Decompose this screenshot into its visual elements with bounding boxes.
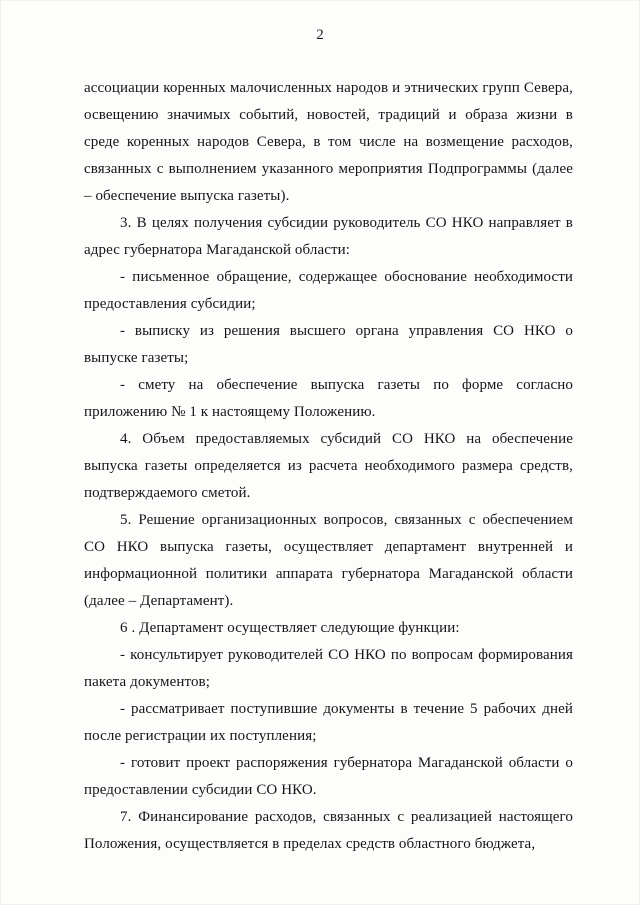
paragraph: - готовит проект распоряжения губернатора Магаданской области о предоставлении субсидии СО НКО. (84, 755, 573, 798)
paragraph: - рассматривает поступившие документы в течение 5 рабочих дней после регистрации их поступления; (84, 701, 573, 744)
paragraph: 6 . Департамент осуществляет следующие функции: (120, 620, 460, 636)
paragraph: 7. Финансирование расходов, связанных с реализацией настоящего Положения, осуществляется в пределах средств областного бюджета, (84, 809, 573, 852)
paragraph: 4. Объем предоставляемых субсидий СО НКО на обеспечение выпуска газеты определяется из расчета необходимого размера средств, подтверждаемого сметой. (84, 431, 573, 501)
paragraph: - выписку из решения высшего органа управления СО НКО о выпуске газеты; (84, 323, 573, 366)
paragraph: 5. Решение организационных вопросов, связанных с обеспечением СО НКО выпуска газеты, осуществляет департамент внутренней и информационной политики аппарата губернатора Магаданской области (далее – Департамент). (84, 512, 573, 609)
document-body (84, 75, 573, 858)
paragraph: - консультирует руководителей СО НКО по вопросам формирования пакета документов; (84, 647, 573, 690)
page-number: 2 (316, 27, 324, 43)
paragraph: - смету на обеспечение выпуска газеты по форме согласно приложению № 1 к настоящему Положению. (84, 377, 573, 420)
paragraph: ассоциации коренных малочисленных народов и этнических групп Севера, освещению значимых событий, новостей, традиций и образа жизни в среде коренных народов Севера, в том числе на возмещение расходов, связанных с выполнением указанного мероприятия Подпрограммы (далее – обеспечение выпуска газеты). (84, 80, 573, 204)
paragraph: - письменное обращение, содержащее обоснование необходимости предоставления субсидии; (84, 269, 573, 312)
paragraph: 3. В целях получения субсидии руководитель СО НКО направляет в адрес губернатора Магаданской области: (84, 215, 573, 258)
